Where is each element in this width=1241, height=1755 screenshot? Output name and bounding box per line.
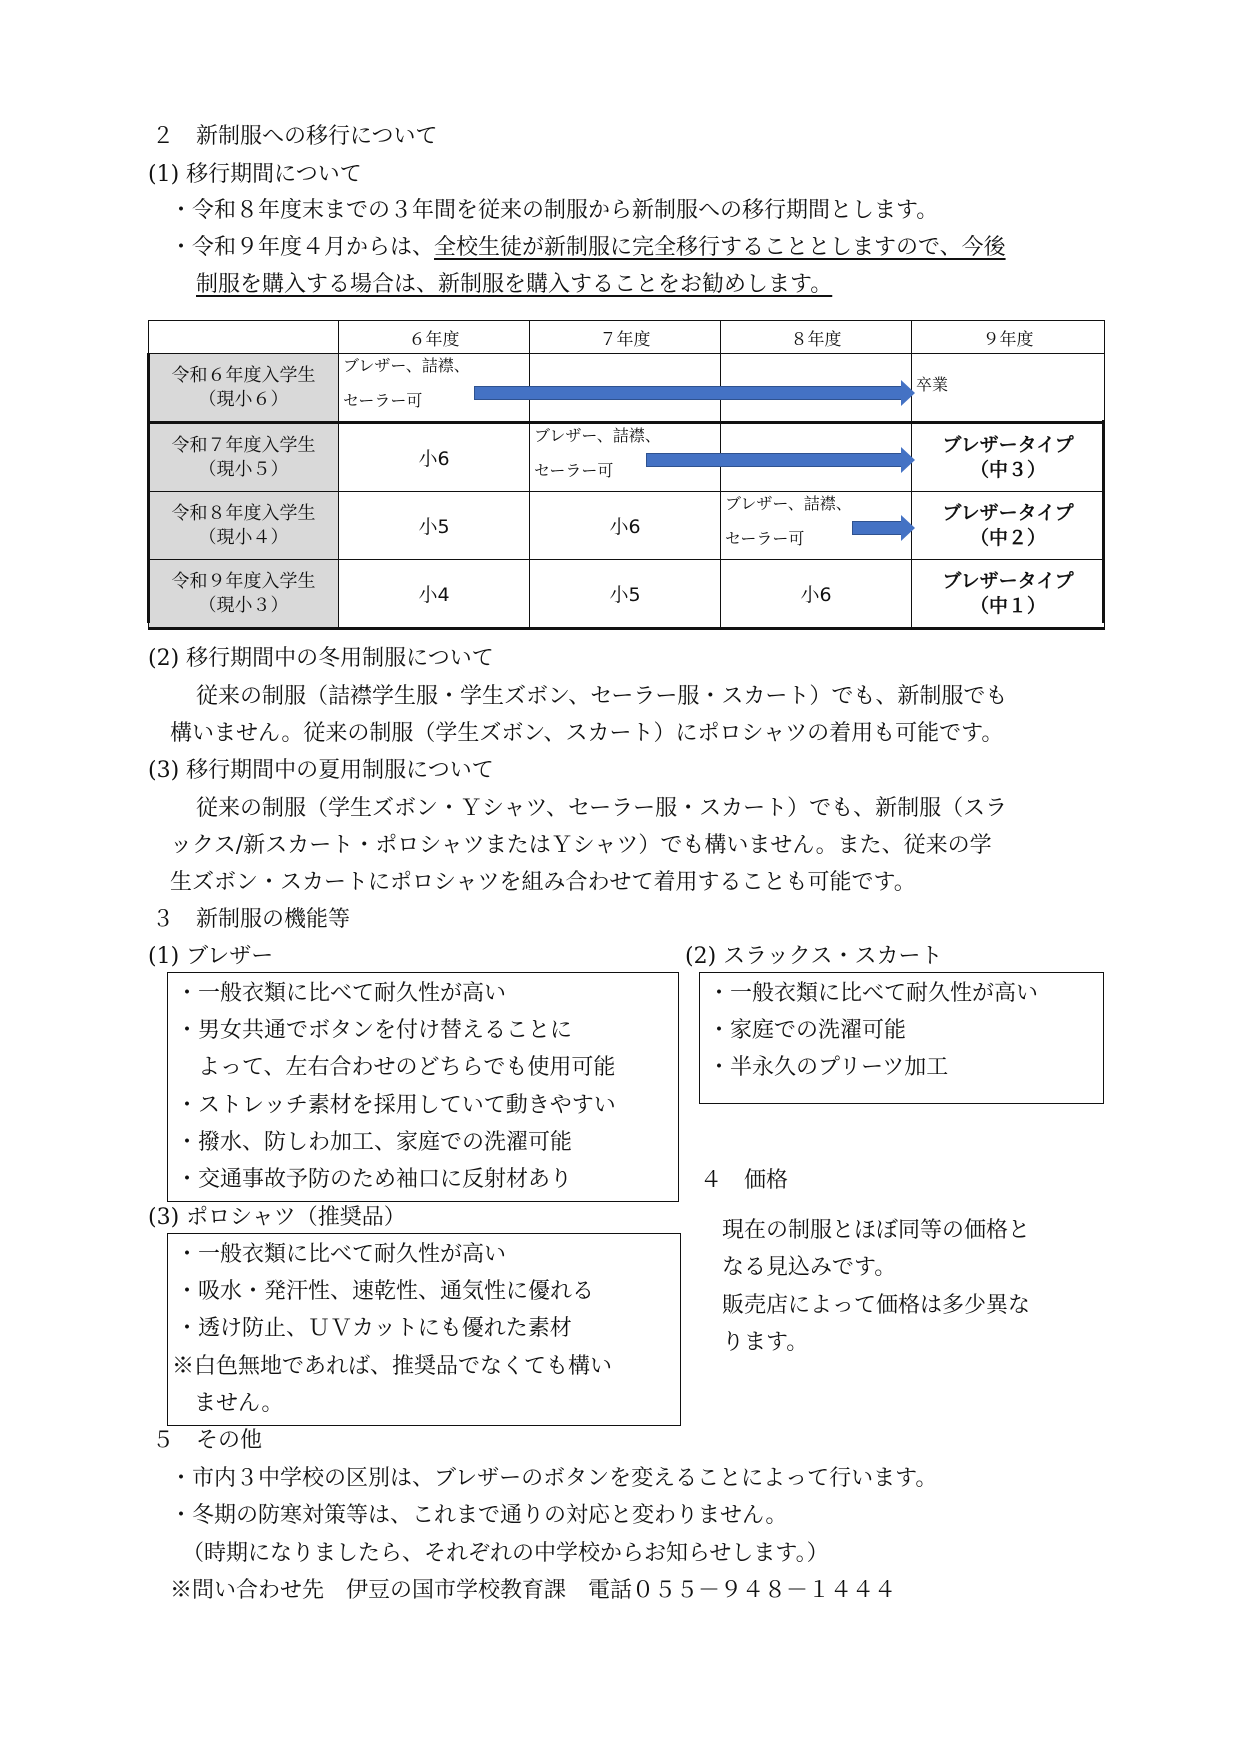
table-row [149,423,1105,492]
cell-note: ブレザー、詰襟、 [343,356,470,375]
cell-grade: （中３） [969,458,1046,481]
price-line: 現在の制服とほぼ同等の価格と [722,1218,1031,1243]
cell-r9-y6: 小4 [339,560,530,629]
table-header-blank [149,321,339,354]
row-head-r7 [149,423,339,492]
row-head-sub: （現小３） [198,594,289,616]
list-item: ・ストレッチ素材を採用していて動きやすい [176,1093,616,1118]
list-item: ません。 [172,1391,284,1416]
cell-r7-y9 [912,423,1105,492]
cell-r9-y9 [912,560,1105,629]
blazer-box [167,972,679,1202]
cell-grade: （中１） [969,594,1046,617]
list-item: よって、左右合わせのどちらでも使用可能 [176,1055,616,1080]
row-head-label: 令和６年度入学生 [171,365,316,387]
row-head-sub: （現小５） [198,458,289,480]
cell-r8-y9 [912,492,1105,560]
blazer-title: (1) ブレザー [148,944,274,969]
row-head-sub: （現小４） [198,526,289,548]
summer-p2: ックス/新スカート・ポロシャツまたはＹシャツ）でも構いません。また、従来の学 [170,833,992,858]
table-row [149,492,1105,560]
list-item: ・撥水、防しわ加工、家庭での洗濯可能 [176,1130,573,1155]
row-head-r8 [149,492,339,560]
slacks-title: (2) スラックス・スカート [685,944,943,969]
list-item: ・交通事故予防のため袖口に反射材あり [176,1167,573,1192]
table-header-row [149,321,1105,354]
cell-grade: （中２） [969,526,1046,549]
list-item: ・吸水・発汗性、速乾性、通気性に優れる [176,1279,595,1304]
section2-bullet2-cont: 制服を購入する場合は、新制服を購入することをお勧めします。 [196,272,833,297]
section5-l3: （時期になりましたら、それぞれの中学校からお知らせします。） [182,1541,829,1566]
row-head-sub: （現小６） [198,388,289,410]
cell-note: セーラー可 [725,529,805,548]
list-item: ※白色無地であれば、推奨品でなくても構い [172,1354,613,1379]
arrow-right-icon [646,453,902,467]
row-head-label: 令和７年度入学生 [171,435,316,457]
section2-sub1: (1) 移行期間について [148,162,362,187]
summer-p1: 従来の制服（学生ズボン・Ｙシャツ、セーラー服・スカート）でも、新制服（スラ [196,796,1008,821]
table-header-year8: ８年度 [721,321,912,354]
row-head-r6 [149,354,339,423]
cell-type: ブレザータイプ [942,569,1074,592]
arrow-right-icon [474,386,902,400]
row-head-label: 令和９年度入学生 [171,571,316,593]
cell-note: ブレザー、詰襟、 [725,494,852,513]
section3-heading: ３ 新制服の機能等 [152,907,351,932]
table-header-year9: ９年度 [912,321,1105,354]
cell-type: ブレザータイプ [942,501,1074,524]
section4-heading: ４ 価格 [700,1168,789,1193]
cell-graduate: 卒業 [916,375,949,394]
cell-r8-y7: 小6 [530,492,721,560]
transition-table [148,320,1105,630]
cell-note: セーラー可 [534,461,614,480]
section5-l1: ・市内３中学校の区別は、ブレザーのボタンを変えることによって行います。 [170,1466,938,1491]
row-head-r9 [149,560,339,629]
table-left-border [147,353,150,623]
cell-r6-y9 [912,354,1105,423]
winter-p2: 構いません。従来の制服（学生ズボン、スカート）にポロシャツの着用も可能です。 [170,721,1004,746]
table-header-year6: ６年度 [339,321,530,354]
winter-p1: 従来の制服（詰襟学生服・学生ズボン、セーラー服・スカート）でも、新制服でも [196,684,1008,709]
section2-bullet1: ・令和８年度末までの３年間を従来の制服から新制服への移行期間とします。 [170,198,939,223]
list-item: ・男女共通でボタンを付け替えることに [176,1018,573,1043]
list-item: ・家庭での洗濯可能 [708,1018,907,1043]
table-row [149,560,1105,629]
cell-type: ブレザータイプ [942,433,1074,456]
polo-box [167,1233,681,1426]
price-line: なる見込みです。 [722,1255,897,1280]
row-head-label: 令和８年度入学生 [171,503,316,525]
summer-p3: 生ズボン・スカートにポロシャツを組み合わせて着用することも可能です。 [170,870,916,895]
slacks-box [699,972,1104,1104]
list-item: ・一般衣類に比べて耐久性が高い [176,1242,507,1267]
section2-bullet2 [170,235,1006,261]
price-line: ります。 [722,1330,809,1355]
list-item: ・半永久のプリーツ加工 [708,1055,949,1080]
list-item: ・一般衣類に比べて耐久性が高い [176,981,507,1006]
price-line: 販売店によって価格は多少異な [722,1293,1031,1318]
table-right-border [1102,420,1105,623]
cell-note: ブレザー、詰襟、 [534,426,661,445]
summer-heading: (3) 移行期間中の夏用制服について [148,758,494,783]
contact-info: ※問い合わせ先 伊豆の国市学校教育課 電話０５５－９４８－１４４４ [170,1578,897,1603]
section2-bullet2-pre: ・令和９年度４月からは、 [170,235,435,260]
arrow-right-icon [852,521,902,535]
cell-note: セーラー可 [343,391,423,410]
section2-heading: ２ 新制服への移行について [152,124,438,149]
list-item: ・一般衣類に比べて耐久性が高い [708,981,1039,1006]
section5-heading: ５ その他 [152,1428,263,1453]
winter-heading: (2) 移行期間中の冬用制服について [148,646,494,671]
list-item: ・透け防止、ＵＶカットにも優れた素材 [176,1316,572,1341]
table-header-year7: ７年度 [530,321,721,354]
cell-r9-y7: 小5 [530,560,721,629]
polo-title: (3) ポロシャツ（推奨品） [148,1205,406,1230]
cell-r8-y6: 小5 [339,492,530,560]
section5-l2: ・冬期の防寒対策等は、これまで通りの対応と変わりません。 [170,1503,788,1528]
cell-r9-y8: 小6 [721,560,912,629]
section2-bullet2-underlined: 全校生徒が新制服に完全移行することとしますので、今後 [434,235,1006,260]
cell-r7-y6: 小6 [339,423,530,492]
